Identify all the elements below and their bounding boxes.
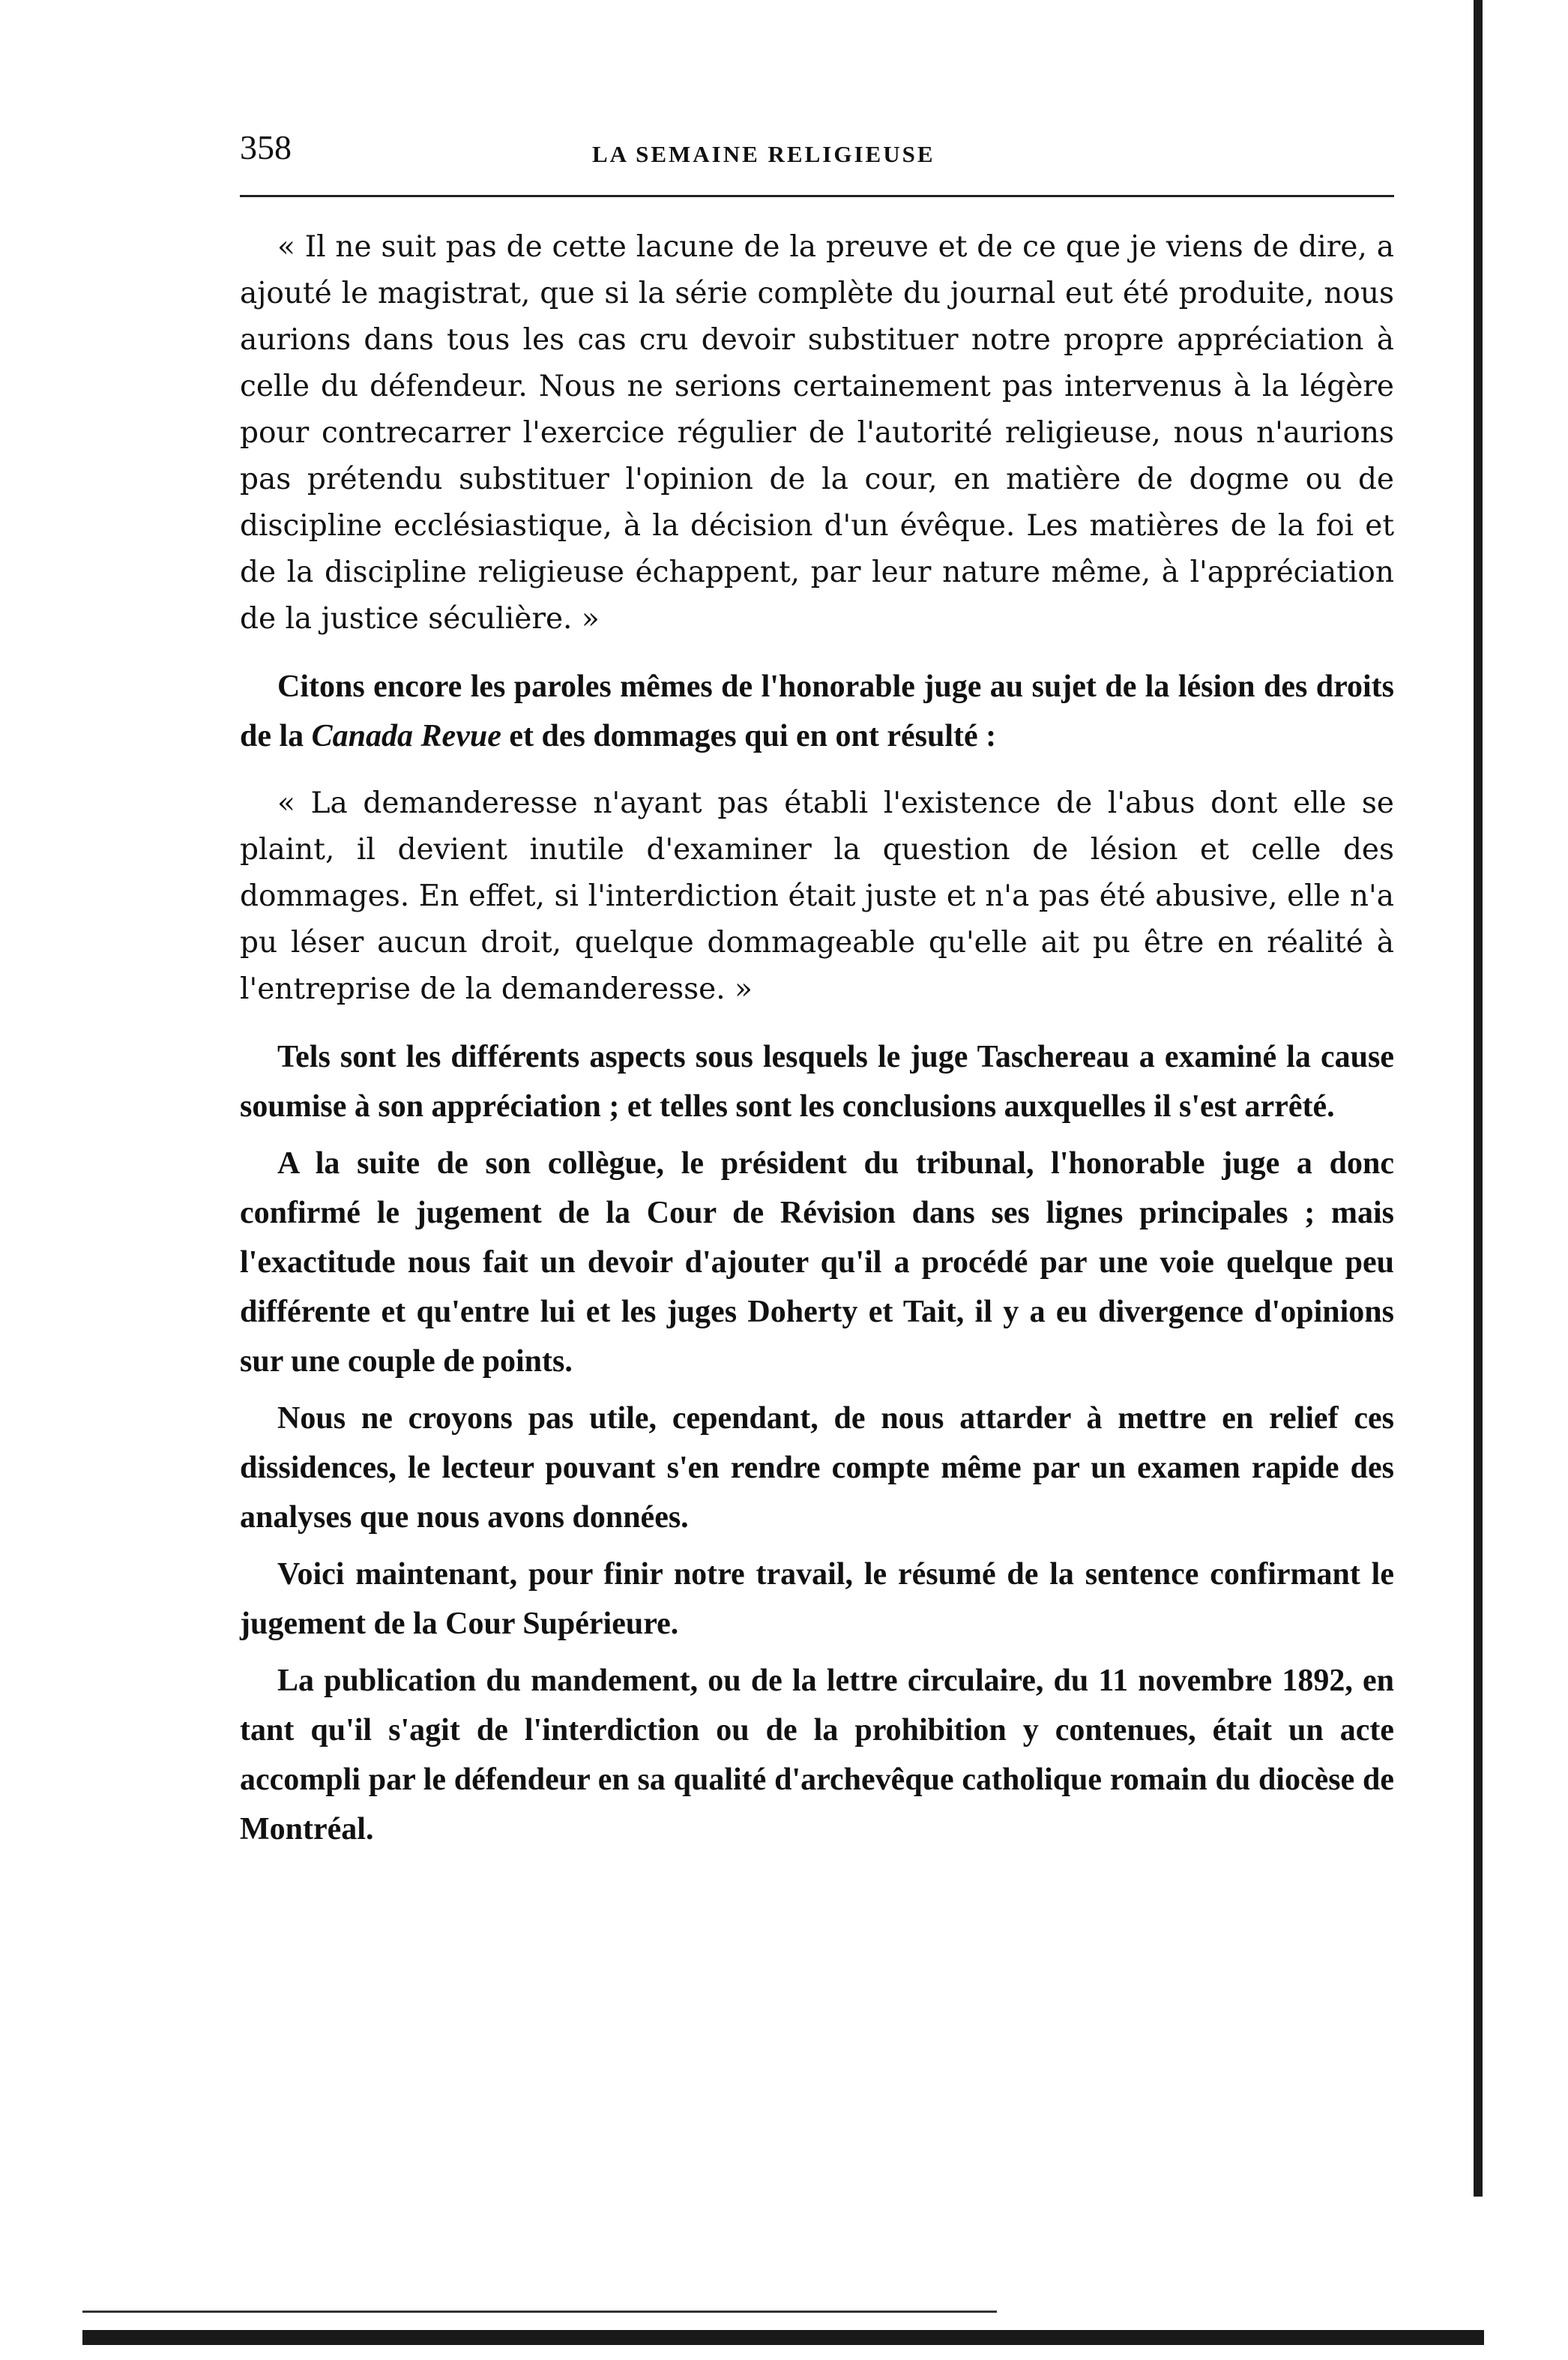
running-title: LA SEMAINE RELIGIEUSE [592,141,935,167]
page-number: 358 [240,128,292,166]
scan-bottom-bar [82,2330,1484,2345]
body-paragraph [240,662,1394,761]
page [240,120,1394,1861]
paragraph-text: Citons encore les paroles mêmes de l'honorable juge au sujet de la lésion des droits de la [240,669,1394,753]
body-paragraph: La publication du mandement, ou de la lettre circulaire, du 11 novembre 1892, en tant qu'il s'agit de l'interdiction ou de la prohibition y contenues, était un acte accompli par le défendeur en sa qualité d'archevêque catholique romain du diocèse de Montréal. [240,1664,1394,1846]
body-paragraph: Tels sont les différents aspects sous lesquels le juge Taschereau a examiné la cause soumise à son appréciation ; et telles sont les conclusions auxquelles il s'est arrêté. [240,1040,1394,1124]
body-paragraph: Nous ne croyons pas utile, cependant, de nous attarder à mettre en relief ces dissidences, le lecteur pouvant s'en rendre compte même par un examen rapide des analyses que nous avons données. [240,1401,1394,1535]
paragraph-text: et des dommages qui en ont résulté : [501,719,997,753]
header-rule [240,195,1394,197]
quote-paragraph: « Il ne suit pas de cette lacune de la preuve et de ce que je viens de dire, a ajouté le magistrat, que si la série complète du journal eut été produite, nous aurions dans tous les cas cru devoir substituer notre propre appréciation à celle du défendeur. Nous ne serions certainement pas intervenus à la légère pour contrecarrer l'exercice régulier de l'autorité religieuse, nous n'aurions pas prétendu substituer l'opinion de la cour, en matière de dogme ou de discipline ecclésiastique, à la décision d'un évêque. Les matières de la foi et de la discipline religieuse échappent, par leur nature même, à l'appréciation de la justice séculière. » [240,230,1394,636]
body-paragraph: Voici maintenant, pour finir notre travail, le résumé de la sentence confirmant le jugement de la Cour Supérieure. [240,1557,1394,1641]
journal-title: Canada Revue [311,719,501,753]
body-paragraph: A la suite de son collègue, le président du tribunal, l'honorable juge a donc confirmé le jugement de la Cour de Révision dans ses lignes principales ; mais l'exactitude nous fait un devoir d'ajouter qu'il a procédé par une voie quelque peu différente et qu'entre lui et les juges Doherty et Tait, il y a eu divergence d'opinions sur une couple de points. [240,1146,1394,1379]
bottom-rule [82,2311,997,2313]
quote-paragraph: « La demanderesse n'ayant pas établi l'existence de l'abus dont elle se plaint, il devient inutile d'examiner la question de lésion et celle des dommages. En effet, si l'interdiction était juste et n'a pas été abusive, elle n'a pu léser aucun droit, quelque dommageable qu'elle ait pu être en réalité à l'entreprise de la demanderesse. » [240,786,1394,1006]
running-head [240,120,1394,172]
scan-edge-bar [1474,0,1483,2197]
